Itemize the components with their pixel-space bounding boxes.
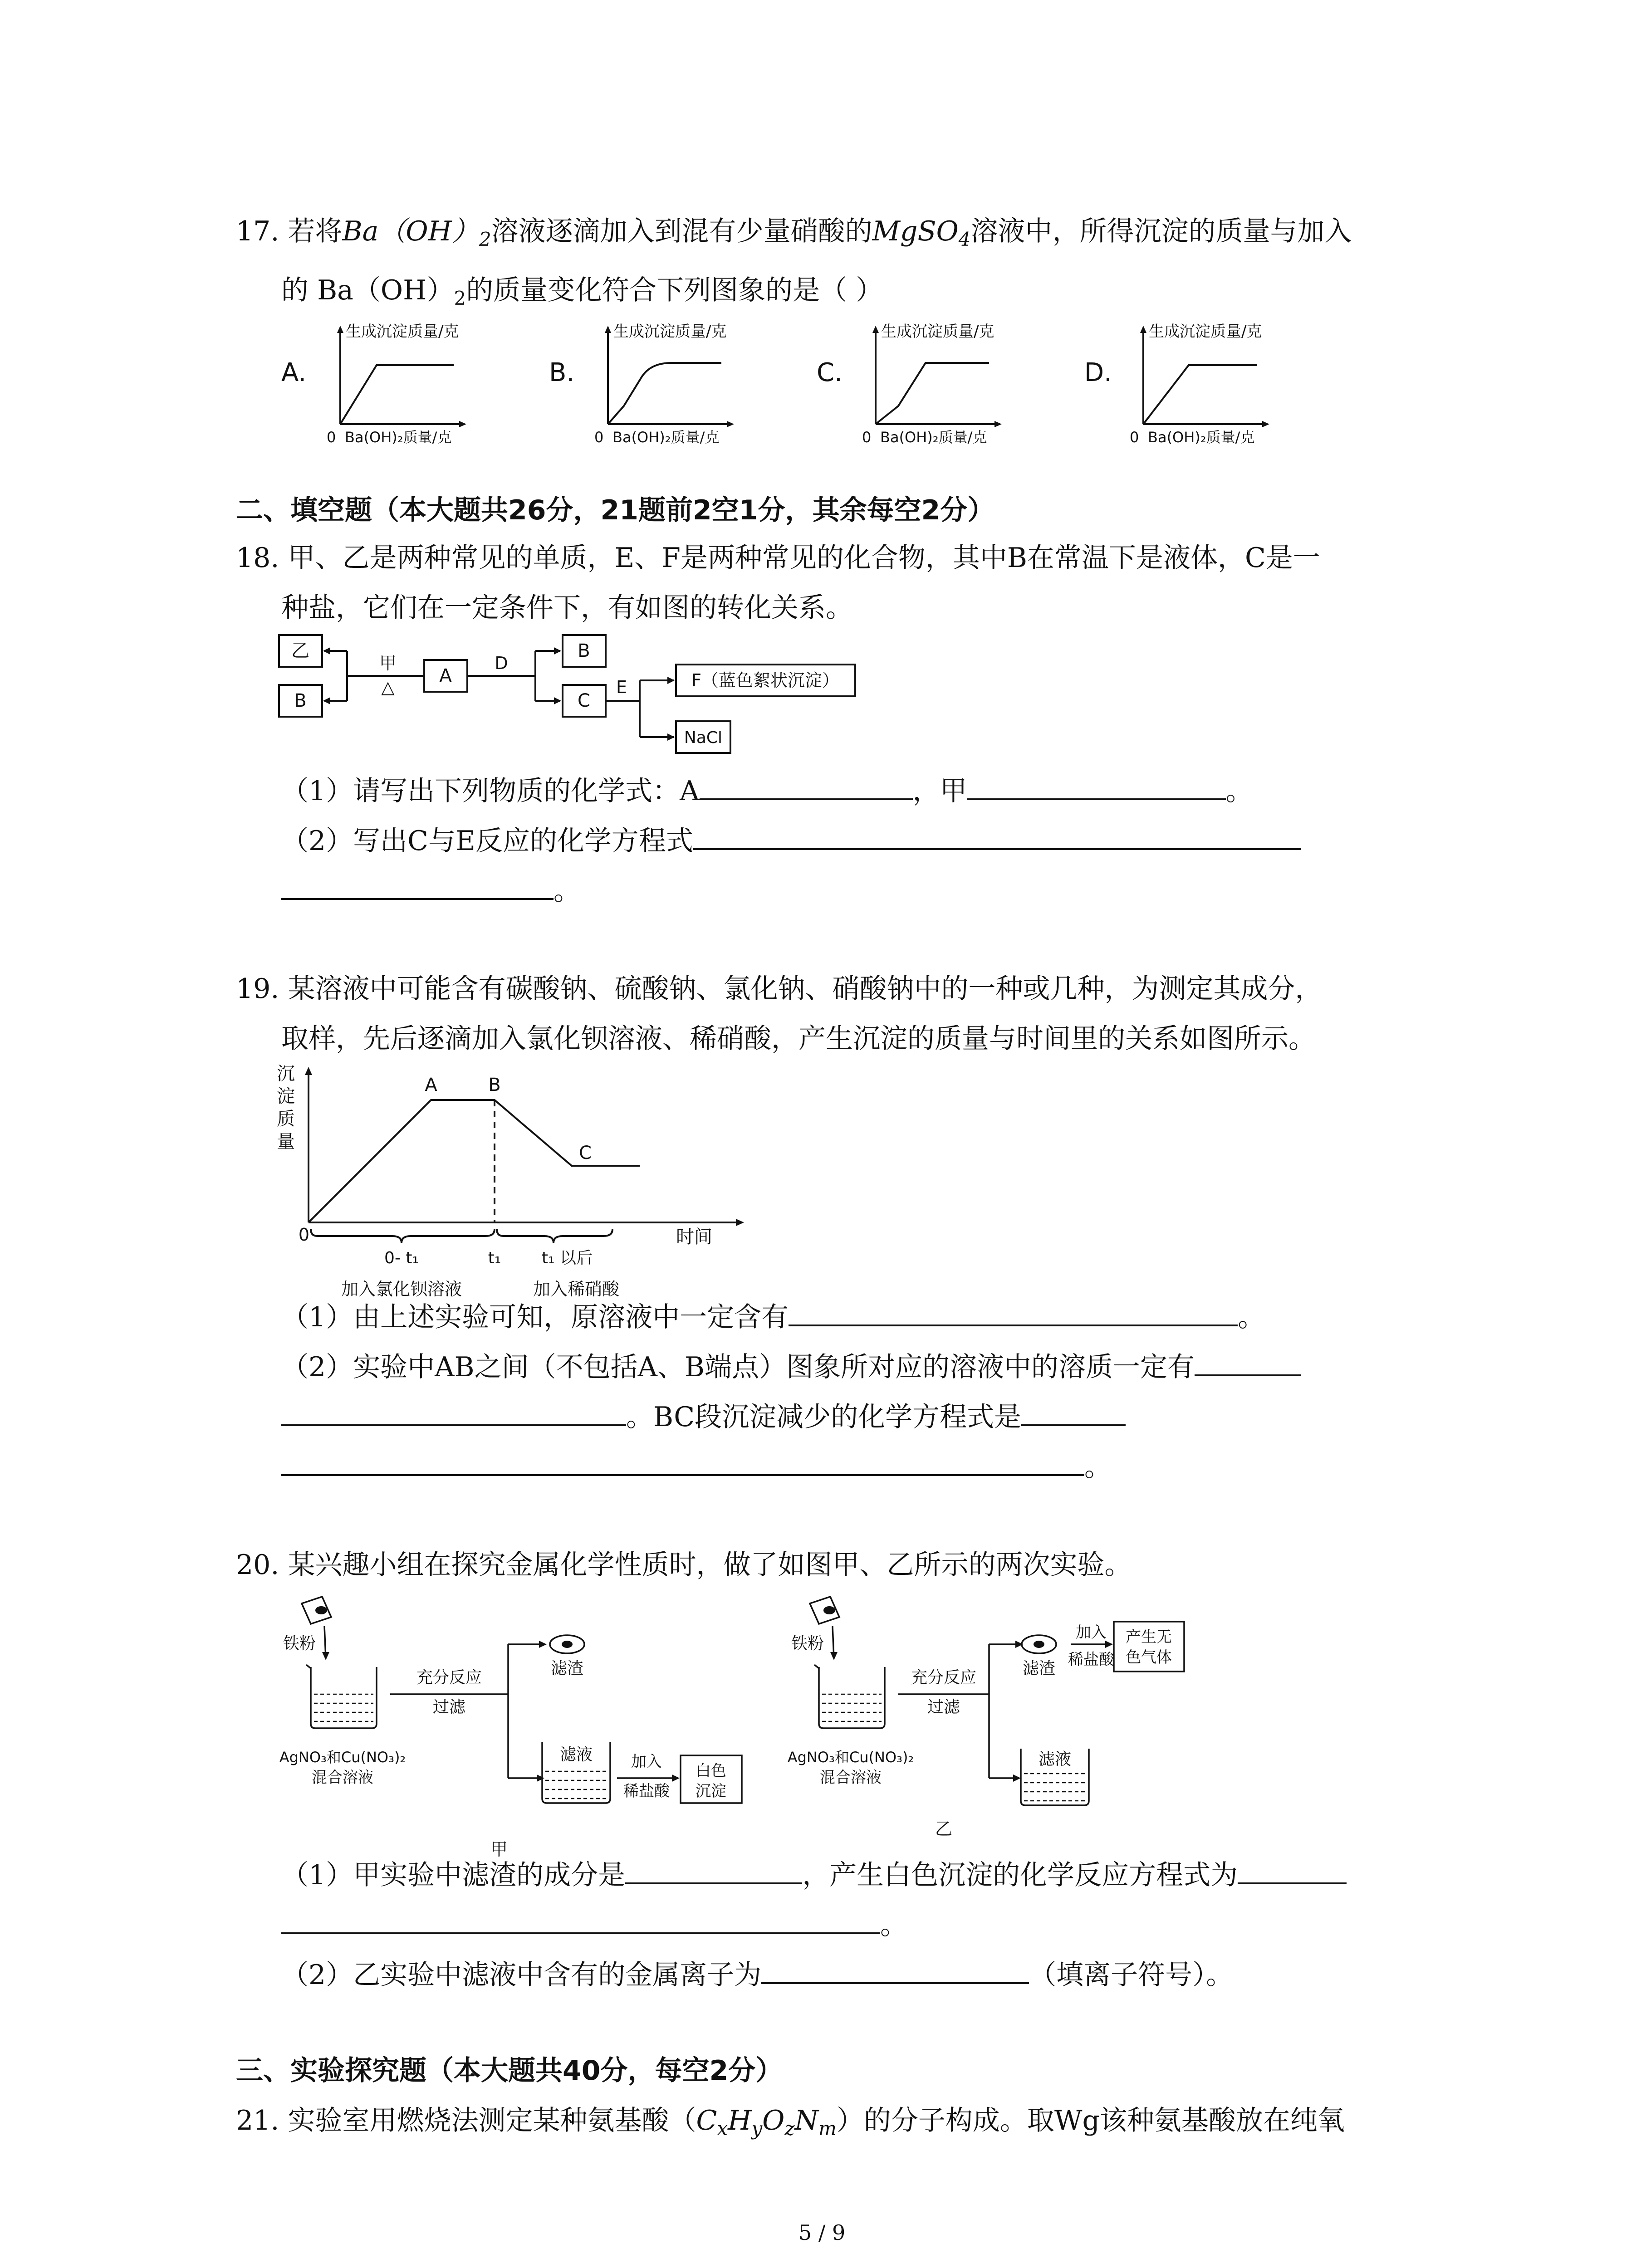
diagram-jia: 甲 — [379, 653, 397, 673]
q18-line1: 18. 甲、乙是两种常见的单质，E、F是两种常见的化合物，其中B在常温下是液体，C是一 — [236, 542, 1320, 574]
x-label: 时间 — [676, 1227, 712, 1247]
option-label: A. — [281, 358, 307, 387]
point-c: C — [579, 1143, 592, 1163]
y-label-4: 量 — [277, 1131, 295, 1152]
y-label-2: 淀 — [277, 1086, 295, 1107]
answer-blank[interactable] — [281, 1397, 626, 1426]
q19-graph — [272, 1057, 771, 1311]
answer-blank[interactable] — [1195, 1347, 1301, 1376]
precipitate-curve — [608, 363, 721, 424]
answer-blank[interactable] — [281, 1447, 1084, 1476]
precipitate-curve — [340, 365, 454, 424]
add-label: 加入 — [631, 1753, 662, 1771]
x-axis-label: Ba(OH)₂质量/克 — [880, 429, 987, 445]
step-label: 充分反应 — [911, 1668, 977, 1687]
answer-blank[interactable] — [281, 871, 554, 900]
hcl-label: 稀盐酸 — [623, 1782, 670, 1800]
origin-label: 0 — [327, 429, 336, 445]
segment-1-label: 0- t₁ — [384, 1249, 419, 1267]
option-graph-b — [549, 323, 734, 445]
origin-label: 0 — [298, 1225, 310, 1245]
y-label-3: 质 — [277, 1109, 295, 1129]
solution-label-2: 混合溶液 — [312, 1769, 373, 1787]
step-label: 充分反应 — [416, 1668, 482, 1687]
solution-label-1: AgNO₃和Cu(NO₃)₂ — [279, 1749, 406, 1766]
caption-hno3: 加入稀硝酸 — [533, 1279, 620, 1299]
y-axis-label: 生成沉淀质量/克 — [613, 323, 727, 341]
filter-label: 过滤 — [927, 1698, 960, 1716]
answer-blank[interactable] — [700, 771, 913, 800]
page-number: 5 / 9 — [798, 2220, 846, 2245]
segment-2-label: t₁ 以后 — [542, 1249, 593, 1267]
filter-label: 过滤 — [432, 1698, 466, 1716]
solution-label-2: 混合溶液 — [820, 1769, 882, 1787]
q17-line2: 的 $Ba(OH)_2$的质量变化符合下列图象的是（ ） — [281, 274, 883, 309]
residue-label: 滤渣 — [1022, 1659, 1056, 1678]
q19-line1: 19. 某溶液中可能含有碳酸钠、硫酸钠、氯化钠、硝酸钠中的一种或几种，为测定其成分， — [236, 973, 1323, 1005]
origin-label: 0 — [1130, 429, 1139, 445]
answer-blank[interactable] — [625, 1855, 802, 1884]
precipitate-curve — [876, 363, 989, 424]
q19-part1: （1）由上述实验可知，原溶液中一定含有 。 — [281, 1297, 1265, 1335]
option-label: B. — [549, 358, 575, 387]
t1-label: t₁ — [488, 1249, 501, 1267]
diagram-yi: 乙 — [291, 640, 309, 661]
q17-option-graphs — [281, 318, 1370, 445]
diagram-d: D — [495, 653, 508, 673]
y-label-1: 沉 — [277, 1063, 295, 1084]
precipitate-curve — [1143, 365, 1257, 424]
filtrate-label: 滤液 — [559, 1745, 593, 1764]
option-graph-a — [281, 323, 466, 445]
section3-heading: 三、实验探究题（本大题共40分，每空2分） — [236, 2055, 783, 2087]
diagram-b2: B — [578, 640, 590, 661]
y-axis-label: 生成沉淀质量/克 — [346, 323, 459, 341]
label-jia: 甲 — [490, 1839, 508, 1859]
point-a: A — [425, 1075, 437, 1095]
diagram-delta: △ — [381, 677, 395, 697]
experiment-yi — [788, 1597, 1184, 1839]
solution-label-1: AgNO₃和Cu(NO₃)₂ — [787, 1749, 914, 1766]
q20-experiment-diagram — [272, 1592, 1361, 1873]
y-axis-label: 生成沉淀质量/克 — [1149, 323, 1262, 341]
answer-blank[interactable] — [1021, 1397, 1126, 1426]
filtrate-label: 滤液 — [1038, 1750, 1072, 1769]
answer-blank[interactable] — [1238, 1855, 1347, 1884]
q18-part2-cont: 。 — [281, 871, 581, 909]
add-label: 加入 — [1076, 1623, 1107, 1642]
iron-powder-label: 铁粉 — [791, 1634, 824, 1653]
option-label: C. — [817, 358, 843, 387]
diagram-c: C — [578, 690, 590, 711]
gas-label-2: 色气体 — [1126, 1648, 1172, 1667]
white-label-2: 沉淀 — [696, 1782, 726, 1800]
diagram-b1: B — [294, 690, 307, 711]
iron-powder-label: 铁粉 — [283, 1634, 316, 1653]
point-b: B — [488, 1075, 501, 1095]
answer-blank[interactable] — [693, 821, 1301, 850]
answer-blank[interactable] — [967, 771, 1226, 800]
section2-heading: 二、填空题（本大题共26分，21题前2空1分，其余每空2分） — [236, 494, 995, 526]
q19-part2: （2）实验中AB之间（不包括A、B端点）图象所对应的溶液中的溶质一定有 — [281, 1347, 1301, 1385]
x-axis-label: Ba(OH)₂质量/克 — [1148, 429, 1255, 445]
option-graph-d — [1084, 323, 1269, 445]
diagram-a: A — [439, 665, 452, 686]
answer-blank[interactable] — [789, 1297, 1238, 1326]
option-graph-c — [817, 323, 1002, 445]
q21-line1: 21. 实验室用燃烧法测定某种氨基酸$(C_xH_yO_zN_m)$的分子构成。取Wg该种氨基酸放在纯氧 — [236, 2105, 1345, 2140]
q18-line2: 种盐，它们在一定条件下，有如图的转化关系。 — [281, 592, 853, 624]
q19-part2-cont: 。BC段沉淀减少的化学方程式是 — [281, 1397, 1126, 1435]
q19-part2-cont2: 。 — [281, 1447, 1112, 1485]
origin-label: 0 — [862, 429, 872, 445]
origin-label: 0 — [594, 429, 604, 445]
x-axis-label: Ba(OH)₂质量/克 — [345, 429, 452, 445]
residue-label: 滤渣 — [550, 1659, 584, 1678]
q20-part1-cont: 。 — [281, 1905, 907, 1943]
diagram-f: F（蓝色絮状沉淀） — [691, 670, 839, 690]
q20-line1: 20. 某兴趣小组在探究金属化学性质时，做了如图甲、乙所示的两次实验。 — [236, 1549, 1132, 1581]
y-axis-label: 生成沉淀质量/克 — [881, 323, 994, 341]
answer-blank[interactable] — [281, 1905, 880, 1934]
q18-part2: （2）写出C与E反应的化学方程式 — [281, 821, 1301, 859]
q20-part1: （1）甲实验中滤渣的成分是 ，产生白色沉淀的化学反应方程式为 — [281, 1855, 1347, 1893]
answer-blank[interactable] — [761, 1955, 1029, 1984]
q19-line2: 取样，先后逐滴加入氯化钡溶液、稀硝酸，产生沉淀的质量与时间里的关系如图所示。 — [281, 1023, 1316, 1055]
white-label-1: 白色 — [696, 1762, 726, 1780]
experiment-jia — [279, 1597, 742, 1859]
gas-label-1: 产生无 — [1126, 1628, 1172, 1646]
q18-transform-diagram — [272, 626, 907, 771]
caption-bacl2: 加入氯化钡溶液 — [341, 1279, 462, 1299]
diagram-e: E — [616, 677, 627, 697]
diagram-nacl: NaCl — [684, 728, 723, 747]
q20-part2: （2）乙实验中滤液中含有的金属离子为 （填离子符号）。 — [281, 1955, 1233, 1993]
label-yi: 乙 — [935, 1819, 953, 1839]
q18-part1: （1）请写出下列物质的化学式：A ，甲 。 — [281, 771, 1253, 809]
hcl-label: 稀盐酸 — [1068, 1651, 1114, 1669]
q17-line1: 17. 若将$Ba(OH)_2$溶液逐滴加入到混有少量硝酸的MgSO$_4$溶液中，所得沉淀的质量与加入 — [236, 215, 1352, 250]
option-label: D. — [1084, 358, 1112, 387]
x-axis-label: Ba(OH)₂质量/克 — [612, 429, 720, 445]
